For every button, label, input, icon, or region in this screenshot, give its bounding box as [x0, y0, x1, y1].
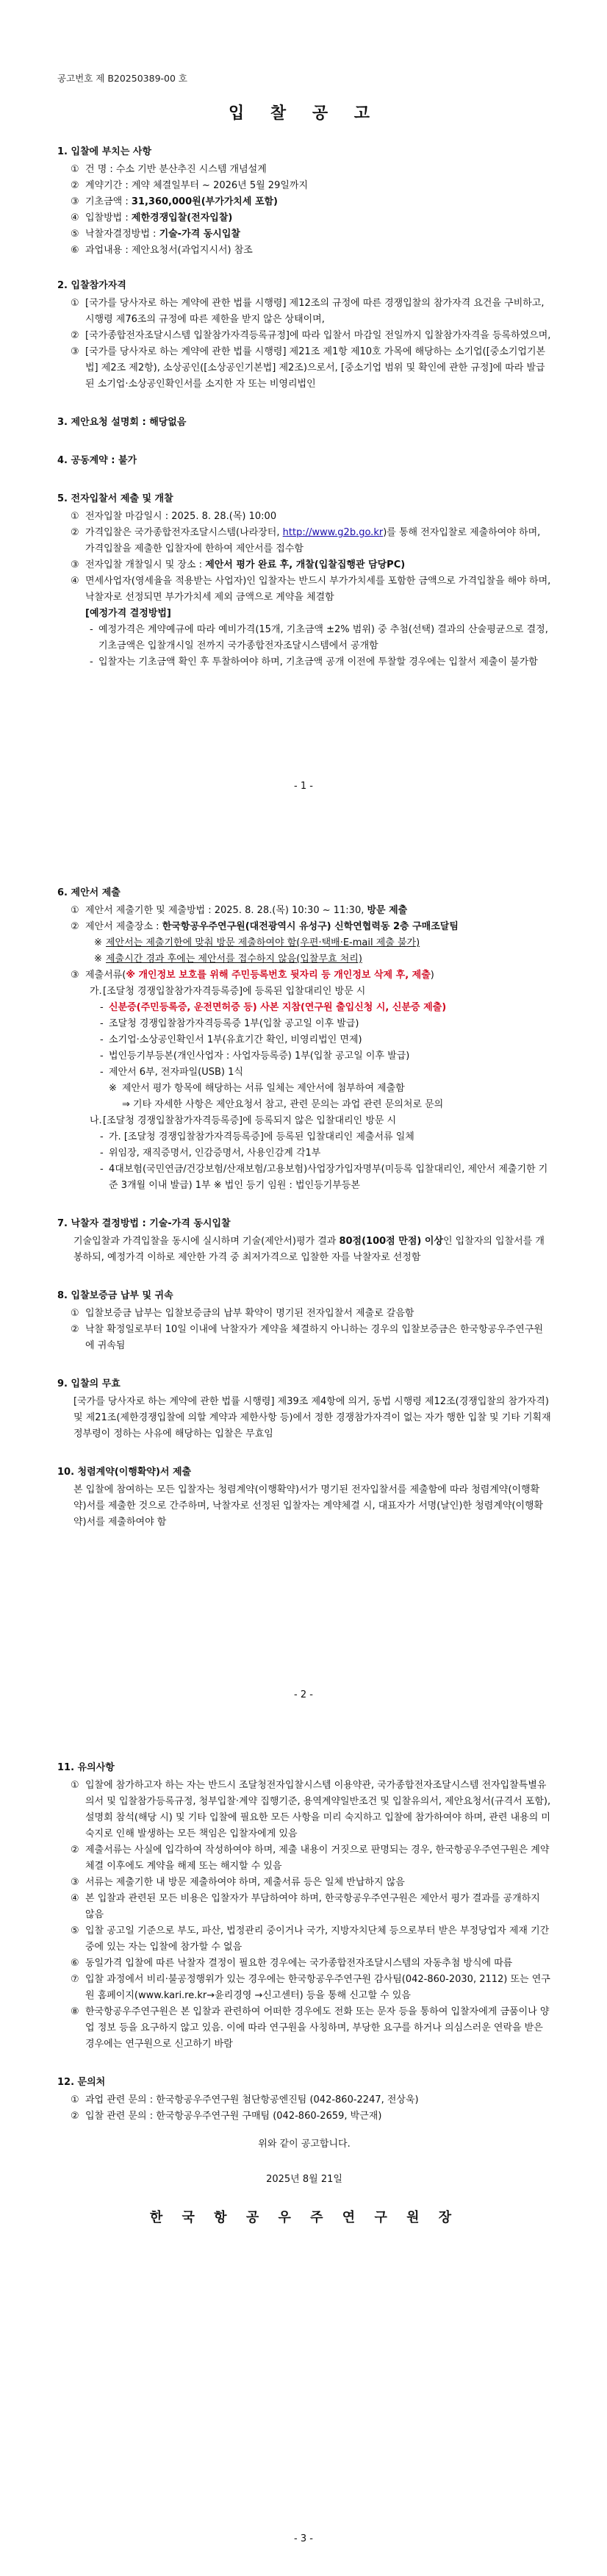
section-5	[57, 491, 551, 670]
section-1-item-6: ⑥ 과업내용 : 제안요청서(과업지시서) 참조	[71, 245, 253, 256]
section-11	[57, 1760, 551, 2053]
section-1-item-3: ③ 기초금액 : 31,360,000원(부가가치세 포함)	[71, 196, 279, 207]
section-5-item-4: ④ 면세사업자(영세율을 적용받는 사업자)인 입찰자는 반드시 부가가치세를 포함한 금액으로 가격입찰을 해야 하며, 낙찰자로 선정되면 부가가치세 제외 금액으로 계약을 체결함	[71, 576, 551, 603]
section-1-heading: 1. 입찰에 부치는 사항	[57, 146, 152, 157]
section-6-item-3: ③ 제출서류(※ 개인정보 보호를 위해 주민등록번호 뒷자리 등 개인정보 삭제 후, 제출)	[71, 970, 434, 981]
section-1	[57, 144, 551, 259]
page-number-3: - 3 -	[294, 2533, 313, 2544]
section-5-item-1: ① 전자입찰 마감일시 : 2025. 8. 28.(목) 10:00	[71, 511, 277, 522]
section-9-heading: 9. 입찰의 무효	[57, 1378, 121, 1389]
section-6-heading: 6. 제안서 제출	[57, 887, 121, 898]
section-1-item-1: ① 건 명 : 수소 기반 분산추진 시스템 개념설계	[71, 164, 267, 175]
g2b-link[interactable]: http://www.g2b.go.kr	[282, 527, 384, 538]
section-11-item-5: ⑤ 입찰 공고일 기준으로 부도, 파산, 법정관리 중이거나 국가, 지방자치단체 등으로부터 받은 부정당업자 제재 기간 중에 있는 자는 입찰에 참가할 수 없음	[71, 1925, 550, 1953]
section-10	[57, 1464, 551, 1531]
section-11-item-8: ⑧ 한국항공우주연구원은 본 입찰과 관련하여 어떠한 경우에도 전화 또는 문자 등을 통하여 입찰자에게 금품이나 양업 정보 등을 요구하지 않고 있음. 이에 따라 연구원을 사칭하며, 부당한 요구를 하거나 의심스러운 연락을 받은 경우에는 연구원으로 신고하기 바람	[71, 2006, 550, 2050]
section-7-text: 기술입찰과 가격입찰을 동시에 실시하며 기술(제안서)평가 결과 80점(100점 만점) 이상인 입찰자의 입찰서를 개봉하되, 예정가격 이하로 제안한 가격 중 최저가격으로 입찰한 자를 낙찰자로 선정함	[73, 1236, 545, 1263]
page-2-content	[57, 875, 551, 1531]
price-method-heading: [예정가격 결정방법]	[85, 608, 171, 619]
section-5-item-3: ③ 전자입찰 개찰일시 및 장소 : 제안서 평가 완료 후, 개찰(입찰집행관 담당PC)	[71, 559, 406, 570]
section-11-item-2: ② 제출서류는 사실에 입각하여 작성하여야 하며, 제출 내용이 거짓으로 판명되는 경우, 한국항공우주연구원은 계약 체결 이후에도 계약을 해제 또는 해지할 수 있음	[71, 1845, 550, 1872]
page-2	[0, 875, 607, 1742]
section-7-heading: 7. 낙찰자 결정방법 : 기술-가격 동시입찰	[57, 1218, 231, 1229]
price-method-2: - 입찰자는 기초금액 확인 후 투찰하여야 하며, 기초금액 공개 이전에 투찰할 경우에는 입찰서 제출이 불가함	[90, 656, 538, 668]
section-7	[57, 1216, 551, 1266]
page-3	[0, 1750, 607, 2576]
section-11-item-7: ⑦ 입찰 과정에서 비리·불공정행위가 있는 경우에는 한국항공우주연구원 감사팀(042-860-2030, 2112) 또는 연구원 홈페이지(www.kari.re.kr→윤리경영 →신고센터) 등을 통해 신고할 수 있음	[71, 1974, 550, 2001]
section-4-heading: 4. 공동계약 : 불가	[57, 455, 137, 466]
page-number-2: - 2 -	[294, 1689, 313, 1700]
section-12-item-1: ① 과업 관련 문의 : 한국항공우주연구원 첨단항공엔진팀 (042-860-2247, 전상욱)	[71, 2094, 419, 2105]
section-12	[57, 2075, 551, 2125]
section-2	[57, 278, 551, 393]
section-6-note-2: ※ 제출시간 경과 후에는 제안서를 접수하지 않음(입찰무효 처리)	[94, 954, 362, 965]
section-6-item-2: ② 제안서 제출장소 : 한국항공우주연구원(대전광역시 유성구) 신학연협력동 2층 구매조달팀	[71, 921, 459, 932]
section-10-text: 본 입찰에 참여하는 모든 입찰자는 청렴계약(이행확약)서가 명기된 전자입찰서를 제출함에 따라 청렴계약(이행확약)서를 제출한 것으로 간주하며, 낙찰자로 선정된 입찰자는 계약체결 시, 대표자가 서명(날인)한 청렴계약(이행확약)서를 제출하여야 함	[73, 1484, 544, 1528]
section-6-item-1: ① 제안서 제출기한 및 제출방법 : 2025. 8. 28.(목) 10:30 ~ 11:30, 방문 제출	[71, 905, 408, 916]
section-12-heading: 12. 문의처	[57, 2077, 106, 2088]
section-1-item-2: ② 계약기간 : 계약 체결일부터 ~ 2026년 5월 29일까지	[71, 180, 309, 191]
section-6-note-4: ⇒ 기타 자세한 사항은 제안요청서 참고, 관련 문의는 과업 관련 문의처로 문의	[122, 1099, 444, 1110]
section-6-note-1: ※ 제안서는 제출기한에 맞춰 방문 제출하여야 함(우편·택배·E-mail 제출 불가)	[94, 937, 420, 948]
section-1-item-5: ⑤ 낙찰자결정방법 : 기술-가격 동시입찰	[71, 229, 240, 240]
section-6	[57, 885, 551, 1194]
section-3	[57, 415, 551, 431]
section-1-item-4: ④ 입찰방법 : 제한경쟁입찰(전자입찰)	[71, 212, 233, 223]
section-11-item-3: ③ 서류는 제출기한 내 방문 제출하여야 하며, 제출서류 등은 일체 반납하지 않음	[71, 1877, 405, 1888]
issuing-organization: 한 국 항 공 우 주 연 구 원 장	[149, 2210, 459, 2225]
closing-text: 위와 같이 공고합니다.	[258, 2139, 351, 2150]
price-method-1: - 예정가격은 계약예규에 따라 예비가격(15개, 기초금액 ±2% 범위) 중 추첨(선택) 결과의 산술평균으로 결정, 기초금액은 입찰개시일 전까지 국가종합전자조달시스템에서 공개함	[90, 624, 548, 651]
section-5-item-2: ② 가격입찰은 국가종합전자조달시스템(나라장터, http://www.g2b.go.kr)를 통해 전자입찰로 제출하여야 하며, 가격입찰을 제출한 입찰자에 한하여 제안서를 접수함	[71, 527, 541, 554]
na-doc-3: - 4대보험(국민연금/건강보험/산재보험/고용보험)사업장가입자명부(미등록 입찰대리인, 제안서 제출기한 기준 3개월 이내 발급) 1부 ※ 법인 등기 임원 : 법인등기부등본	[100, 1164, 548, 1191]
page-1-content	[57, 71, 551, 670]
section-8	[57, 1288, 551, 1354]
section-12-item-2: ② 입찰 관련 문의 : 한국항공우주연구원 구매팀 (042-860-2659, 박근재)	[71, 2111, 382, 2122]
section-2-item-1: ① [국가를 당사자로 하는 계약에 관한 법률 시행령] 제12조의 규정에 따른 경쟁입찰의 참가자격 요건을 구비하고, 시행령 제76조의 규정에 따른 제한을 받지 않은 상태이며,	[71, 298, 545, 325]
section-9	[57, 1376, 551, 1442]
ga-doc-4: - 법인등기부등본(개인사업자 : 사업자등록증) 1부(입찰 공고일 이후 발급)	[100, 1051, 410, 1062]
section-4	[57, 453, 551, 469]
ga-doc-2: - 조달청 경쟁입찰참가자격등록증 1부(입찰 공고일 이후 발급)	[100, 1018, 359, 1029]
section-11-item-4: ④ 본 입찰과 관련된 모든 비용은 입찰자가 부담하여야 하며, 한국항공우주연구원은 제안서 평가 결과를 공개하지 않음	[71, 1893, 540, 1920]
section-6-note-3: ※ 제안서 평가 항목에 해당하는 서류 일체는 제안서에 첨부하여 제출함	[109, 1083, 405, 1094]
section-8-item-1: ① 입찰보증금 납부는 입찰보증금의 납부 확약이 명기된 전자입찰서 제출로 갈음함	[71, 1308, 414, 1319]
section-10-heading: 10. 청렴계약(이행확약)서 제출	[57, 1467, 192, 1478]
ga-doc-5: - 제안서 6부, 전자파일(USB) 1식	[100, 1067, 243, 1078]
section-9-text: [국가를 당사자로 하는 계약에 관한 법률 시행령] 제39조 제4항에 의거, 동법 시행령 제12조(경쟁입찰의 참가자격) 및 제21조(제한경쟁입찰에 의할 계약과 제한사항 등)에서 정한 경쟁참가자격이 없는 자가 행한 입찰 및 기타 기획재정부령이 정하는 사유에 해당하는 입찰은 무효임	[73, 1396, 551, 1439]
section-11-heading: 11. 유의사항	[57, 1762, 115, 1773]
ga-doc-1: - 신분증(주민등록증, 운전면허증 등) 사본 지참(연구원 출입신청 시, 신분증 제출)	[100, 1002, 447, 1013]
section-6-ga: 가. [조달청 경쟁입찰참가자격등록증]에 등록된 입찰대리인 방문 시	[90, 986, 366, 997]
section-11-item-1: ① 입찰에 참가하고자 하는 자는 반드시 조달청전자입찰시스템 이용약관, 국가종합전자조달시스템 전자입찰특별유의서 및 입찰참가등록규정, 청부입찰·계약 집행기준, 용역계약일반조건 및 입찰유의서, 제안요청서(규격서 포함), 설명회 참석(해당 시) 및 기타 입찰에 필요한 모든 사항을 미리 숙지하고 입찰에 참가하여야 하며, 관련 내용의 미숙지로 인해 발생하는 모든 책임은 입찰자에게 있음	[71, 1780, 551, 1839]
notice-number: 공고번호 제 B20250389-00 호	[57, 73, 187, 84]
section-8-heading: 8. 입찰보증금 납부 및 귀속	[57, 1290, 173, 1301]
document-title: 입 찰 공 고	[229, 104, 380, 123]
announcement-date: 2025년 8월 21일	[266, 2174, 342, 2185]
ga-doc-3: - 소기업·소상공인확인서 1부(유효기간 확인, 비영리법인 면제)	[100, 1034, 362, 1045]
section-6-na: 나. [조달청 경쟁입찰참가자격등록증]에 등록되지 않은 입찰대리인 방문 시	[90, 1115, 397, 1126]
section-3-heading: 3. 제안요청 설명회 : 해당없음	[57, 417, 187, 428]
page-number-1: - 1 -	[294, 781, 313, 792]
section-2-item-3: ③ [국가를 당사자로 하는 계약에 관한 법률 시행령] 제21조 제1항 제10호 가목에 해당하는 소기업([중소기업기본법] 제2조 제2항), 소상공인([소상공인기본법] 제2조)으로서, [중소기업 범위 및 확인에 관한 규정]에 따라 발급된 소기업·소상공인확인서를 소지한 자 또는 비영리법인	[71, 346, 546, 390]
page-1	[0, 0, 607, 838]
page-3-content	[57, 1750, 551, 2226]
section-2-item-2: ② [국가종합전자조달시스템 입찰참가자격등록규정]에 따라 입찰서 마감일 전일까지 입찰참가자격을 등록하였으며,	[71, 330, 551, 341]
section-2-heading: 2. 입찰참가자격	[57, 280, 126, 291]
na-doc-2: - 위임장, 재직증명서, 인감증명서, 사용인감계 각1부	[100, 1148, 321, 1159]
section-8-item-2: ② 낙찰 확정일로부터 10일 이내에 낙찰자가 계약을 체결하지 아니하는 경우의 입찰보증금은 한국항공우주연구원에 귀속됨	[71, 1324, 543, 1351]
na-doc-1: - 가. [조달청 경쟁입찰참가자격등록증]에 등록된 입찰대리인 제출서류 일체	[100, 1131, 414, 1142]
section-5-heading: 5. 전자입찰서 제출 및 개찰	[57, 493, 173, 504]
section-11-item-6: ⑥ 동일가격 입찰에 따른 낙찰자 결정이 필요한 경우에는 국가종합전자조달시스템의 자동추첨 방식에 따름	[71, 1958, 513, 1969]
